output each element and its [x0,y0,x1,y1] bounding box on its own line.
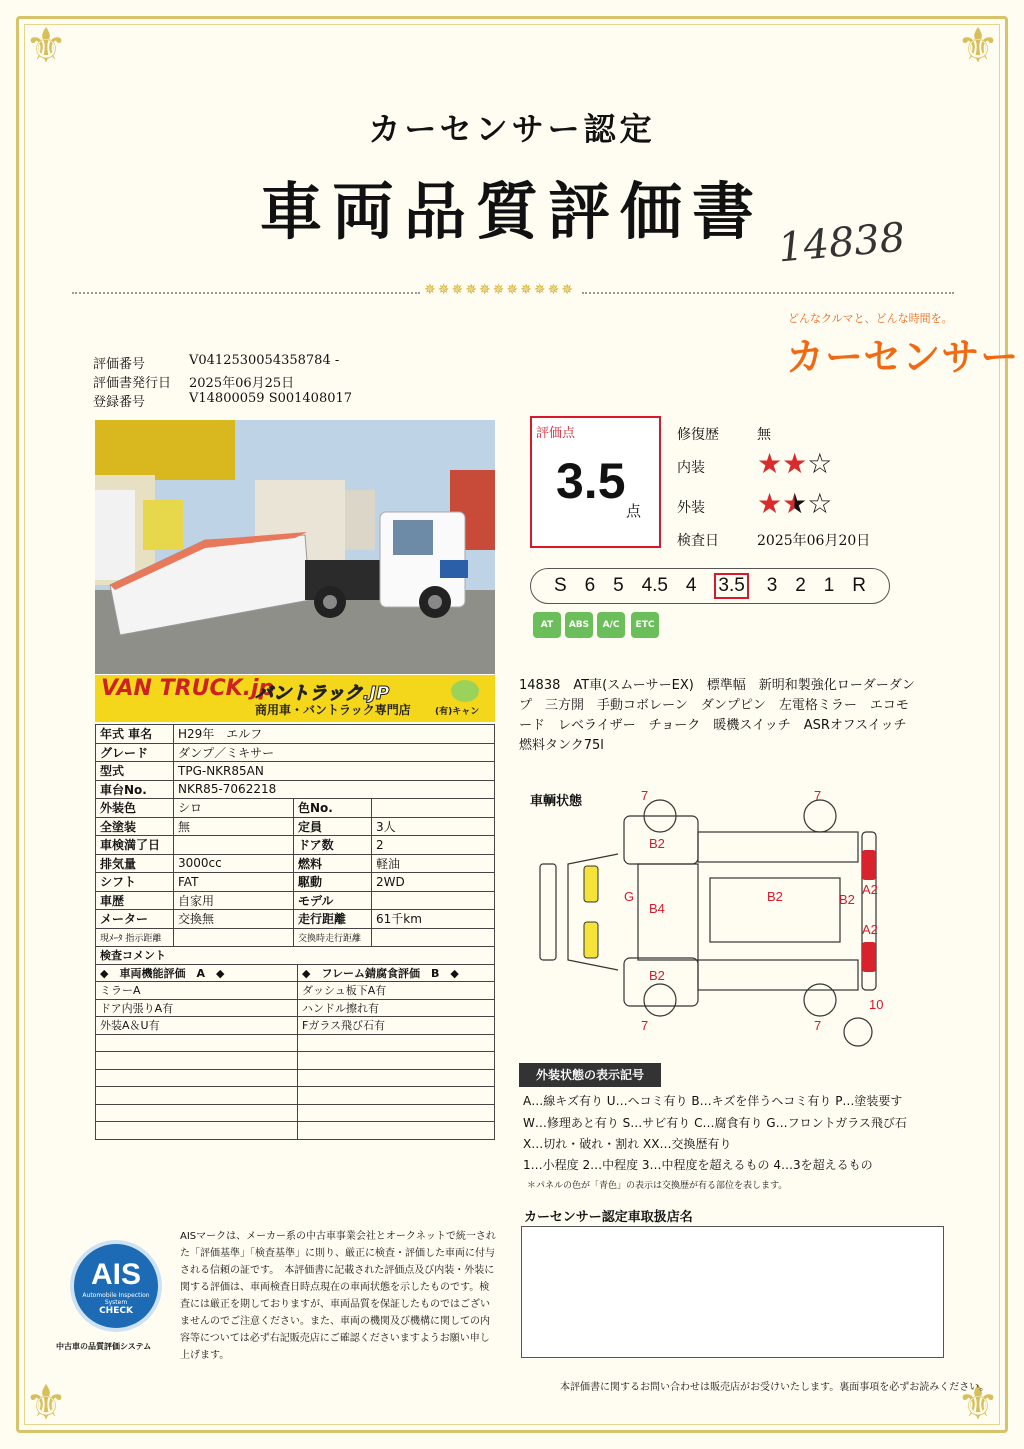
star-divider-icon: ✵✵✵✵✵✵✵✵✵✵✵ [424,282,576,298]
table-row: 車検満了日 ドア数 2 [96,836,495,855]
score-label: 評価点 [536,426,576,441]
table-row: 型式 TPG-NKR85AN [96,762,495,781]
legend-line: W…修理あと有り S…サビ有り C…腐食有り G…フロントガラス飛び石 [523,1116,907,1130]
score-unit: 点 [626,502,642,520]
star-empty-icon: ☆ [807,487,833,520]
corner-ornament-icon: ⚜ [956,18,1000,74]
diagram-mark: 7 [641,1018,649,1033]
scale-item: 4 [685,575,697,596]
divider [582,292,954,294]
table-row: グレード ダンプ／ミキサー [96,743,495,762]
vehicle-spec-table [95,724,495,947]
table-row [96,1122,495,1140]
table-row: 年式 車名 H29年 エルフ [96,725,495,744]
table-row [96,1087,495,1105]
dealer-banner [95,675,495,722]
table-row: ミラーA ダッシュ板下A有 [96,982,495,1000]
star-filled-icon: ★ [782,447,808,480]
scale-item: 6 [584,575,596,596]
mascot-icon [451,680,479,702]
certificate-subtitle: カーセンサー認定 [368,110,656,148]
exterior-label: 外装 [677,500,705,516]
table-row: 排気量 3000cc 燃料 軽油 [96,854,495,873]
scale-item: 3 [766,575,778,596]
at-badge-icon: AT [533,612,561,638]
inspection-comment-table [95,946,495,1140]
ais-logo-sub: Automobile Inspection System [82,1292,150,1306]
score-value: 3.5 [556,453,626,509]
abs-badge-icon: ABS [565,612,593,638]
table-row [96,1034,495,1052]
repair-label: 修復歴 [677,427,719,443]
meta-value: V14800059 S001408017 [189,391,353,406]
scale-item: 1 [823,575,835,596]
evaluation-score-box [530,416,661,548]
table-row: 外装色 シロ 色No. [96,799,495,818]
corner-ornament-icon: ⚜ [956,1375,1000,1431]
banner-company: (有)キャン [435,707,480,717]
diagram-mark: 7 [814,788,822,803]
corner-ornament-icon: ⚜ [24,18,68,74]
ais-logo-text: AIS [90,1258,141,1291]
divider [72,292,420,294]
table-row: 車歴 自家用 モデル [96,891,495,910]
dealer-name-box [521,1226,944,1358]
interior-rating [757,447,833,480]
meta-label: 評価番号 [93,357,146,372]
exterior-rating [757,487,833,520]
scale-item: R [852,575,866,596]
inspection-date-value: 2025年06月20日 [757,533,871,549]
interior-label: 内装 [677,460,705,476]
diagram-mark: A2 [862,882,878,897]
corner-ornament-icon: ⚜ [24,1375,68,1431]
diagram-mark: B2 [649,836,665,851]
legend-note: ＊パネルの色が「青色」の表示は交換歴が有る部位を表します。 [527,1181,788,1191]
table-row [96,1104,495,1122]
diagram-mark: 10 [869,997,884,1012]
star-filled-icon: ★ [757,487,783,520]
scale-item: 2 [795,575,806,596]
banner-site: バントラック.JP [255,683,390,704]
table-row: 車台No. NKR85-7062218 [96,780,495,799]
table-row: ◆ 車両機能評価 A ◆ ◆ フレーム錆腐食評価 B ◆ [96,964,495,982]
vehicle-photo [95,420,495,674]
table-row: 全塗装 無 定員 3人 [96,817,495,836]
footer-note: 本評価書に関するお問い合わせは販売店がお受けいたします。裏面事項を必ずお読みください。 [560,1382,990,1393]
diagram-mark: G [624,889,635,904]
meta-row [93,372,295,391]
table-row: 検査コメント [96,947,495,965]
meta-row [93,353,340,372]
star-filled-icon: ★ [757,447,783,480]
repair-value: 無 [757,427,771,443]
table-row [96,1052,495,1070]
diagram-mark: 7 [814,1018,822,1033]
meta-label: 評価書発行日 [93,376,172,391]
diagram-mark: A2 [862,922,878,937]
star-empty-icon: ☆ [807,447,833,480]
scale-item: 5 [613,575,624,596]
ais-logo [70,1240,162,1332]
inspection-date-label: 検査日 [677,533,719,549]
vehicle-condition-diagram [520,780,920,1050]
legend-line: A…線キズ有り U…ヘコミ有り B…キズを伴うヘコミ有り P…塗装要す [523,1094,903,1108]
table-row: 現ﾒｰﾀ 指示距離 交換時走行距離 [96,928,495,947]
diagram-mark: B2 [767,889,783,904]
meta-value: 2025年06月25日 [189,376,295,391]
meta-value: V0412530054358784 - [189,353,340,368]
handwritten-number: 14838 [776,214,908,272]
diagram-mark: B4 [649,901,665,916]
table-row: メーター 交換無 走行距離 61千km [96,910,495,929]
table-row: ドア内張りA有 ハンドル擦れ有 [96,999,495,1017]
star-half-icon: ★ [782,487,808,520]
diagram-mark: 7 [641,788,649,803]
scale-item: S [553,575,567,596]
brand-logo: カーセンサー [786,335,1020,379]
table-row: 外装A＆U有 Fガラス飛び石有 [96,1017,495,1035]
ac-badge-icon: A/C [597,612,625,638]
scale-item: 4.5 [641,575,668,596]
ais-caption: 中古車の品質評価システム [56,1342,152,1351]
ais-check: CHECK [99,1306,133,1316]
diagram-title: 車輌状態 [530,794,583,809]
legend-title: 外装状態の表示記号 [519,1063,661,1087]
dealer-title: カーセンサー認定車取扱店名 [524,1210,693,1225]
table-row: シフト FAT 駆動 2WD [96,873,495,892]
scale-item-selected: 3.5 [714,573,748,599]
ais-description: AISマークは、メーカー系の中古車事業会社とオークネットで統一された「評価基準」「検査基準」に則り、厳正に検査・評価した車両に付与される信頼の証です。 本評価書に記載された評価点及び内装・外装に関する評価は、車両検査日時点現在の車両状態を示したものです。検査には厳正を期しておりますが、車両品質を保証したものではございませんのでご注意ください。また、車両の機関及び機構に関しての内容等については必ず右記販売店にご確認くださいますようお願い申し上げます。 [180,1231,496,1361]
legend-line: X…切れ・破れ・割れ XX…交換歴有り [523,1137,732,1151]
diagram-mark: B2 [839,892,855,907]
banner-logo: VAN TRUCK.jp [101,676,275,701]
meta-label: 登録番号 [93,395,146,410]
vehicle-remarks: 14838 AT車(スムーサーEX) 標準幅 新明和製強化ローダーダンプ 三方開 手動コボレーン ダンプピン 左電格ミラー エコモード レベライザー チョーク 暖機スイッチ ASRオフスイッチ 燃料タンク75l [519,678,920,753]
diagram-mark: B2 [649,968,665,983]
table-row [96,1069,495,1087]
meta-row [93,391,353,410]
certificate-title: 車両品質評価書 [259,175,764,248]
etc-badge-icon: ETC [631,612,659,638]
score-scale [530,568,890,604]
legend-line: 1…小程度 2…中程度 3…中程度を超えるもの 4…3を超えるもの [523,1158,873,1172]
banner-sub: 商用車・バントラック専門店 [255,703,411,717]
brand-tagline: どんなクルマと、どんな時間を。 [788,312,953,325]
